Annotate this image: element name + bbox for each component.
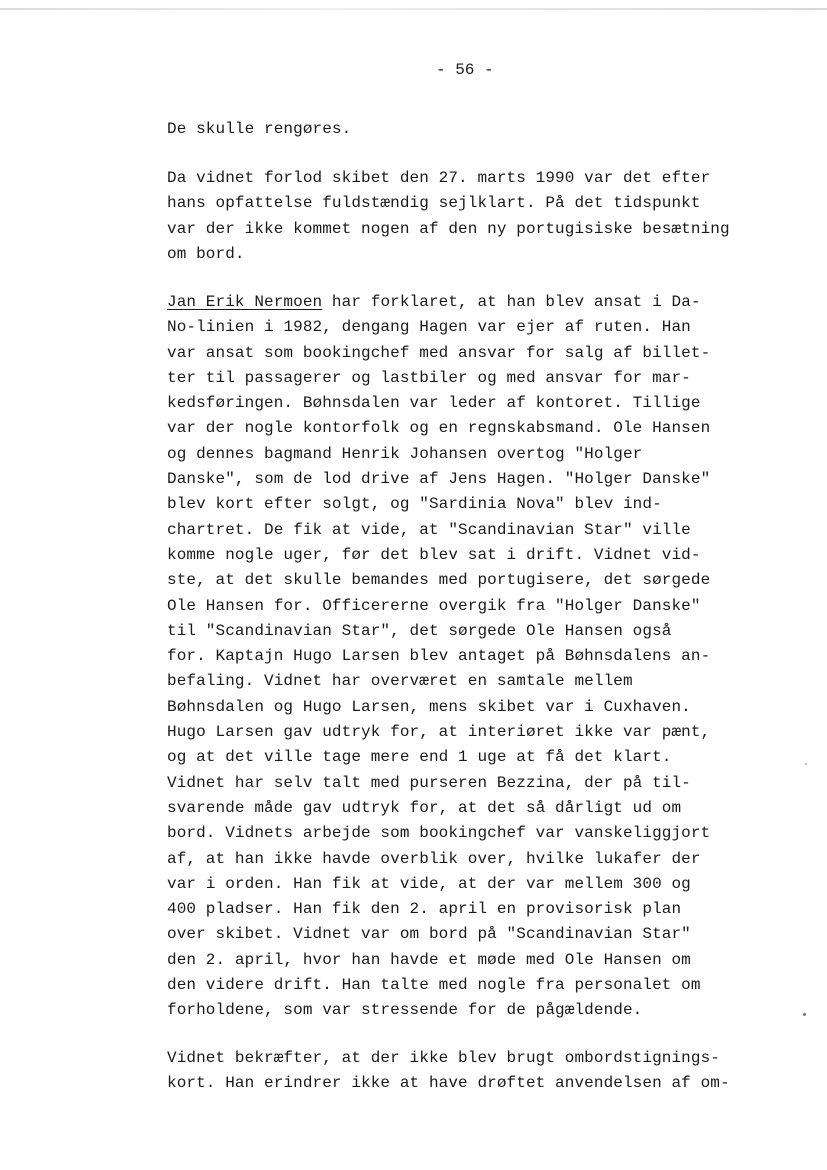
text-line: om bord.: [167, 244, 245, 263]
text-line: chartret. De fik at vide, at "Scandinavian Star" ville: [167, 520, 691, 539]
text-line: Hugo Larsen gav udtryk for, at interiøret ikke var pænt,: [167, 723, 711, 742]
text-line: Vidnet har selv talt med purseren Bezzina, der på til-: [167, 773, 691, 792]
text-line: 400 pladser. Han fik den 2. april en provisorisk plan: [167, 900, 682, 919]
text-line: og at det ville tage mere end 1 uge at få det klart.: [167, 748, 672, 767]
witness-name: Jan Erik Nermoen: [167, 293, 323, 311]
text-line: til "Scandinavian Star", det sørgede Ole Hansen også: [167, 621, 672, 640]
text-line: bord. Vidnets arbejde som bookingchef var vanskeliggjort: [167, 824, 711, 843]
text-line: var der nogle kontorfolk og en regnskabsmand. Ole Hansen: [167, 419, 711, 438]
text-line: kort. Han erindrer ikke at have drøftet anvendelsen af om-: [167, 1074, 730, 1093]
paragraph-1: [167, 117, 767, 142]
text-line: ste, at det skulle bemandes med portugisere, det sørgede: [167, 571, 711, 590]
text-line: og dennes bagmand Henrik Johansen overtog "Holger: [167, 444, 643, 463]
text-line: No-linien i 1982, dengang Hagen var ejer af ruten. Han: [167, 318, 691, 337]
paragraph-2: [167, 166, 767, 267]
text-line: kedsføringen. Bøhnsdalen var leder af kontoret. Tillige: [167, 394, 701, 413]
text-line: den videre drift. Han talte med nogle fra personalet om: [167, 976, 701, 995]
text-line: Bøhnsdalen og Hugo Larsen, mens skibet var i Cuxhaven.: [167, 697, 691, 716]
text-line: Vidnet bekræfter, at der ikke blev brugt ombordstignings-: [167, 1049, 720, 1067]
text-line: var ansat som bookingchef med ansvar for salg af billet-: [167, 343, 711, 362]
paragraph-3-witness-statement: [167, 290, 767, 1024]
paragraph-4: [167, 1046, 767, 1097]
text-line: for. Kaptajn Hugo Larsen blev antaget på Bøhnsdalens an-: [167, 647, 711, 666]
text-line: den 2. april, hvor han havde et møde med Ole Hansen om: [167, 950, 691, 969]
text-line: svarende måde gav udtryk for, at det så dårligt ud om: [167, 798, 682, 817]
text-line: forholdene, som var stressende for de pågældende.: [167, 1001, 643, 1020]
text-line: af, at han ikke havde overblik over, hvilke lukafer der: [167, 849, 701, 868]
text-line: var i orden. Han fik at vide, at der var mellem 300 og: [167, 874, 691, 893]
text-line: Danske", som de lod drive af Jens Hagen. "Holger Danske": [167, 470, 711, 489]
text-line: over skibet. Vidnet var om bord på "Scandinavian Star": [167, 925, 691, 944]
text-line: ter til passagerer og lastbiler og med ansvar for mar-: [167, 368, 691, 387]
scan-speck: [803, 1013, 806, 1016]
text-line: Ole Hansen for. Officererne overgik fra "Holger Danske": [167, 596, 701, 615]
text-line: var der ikke kommet nogen af den ny portugisiske besætning: [167, 219, 730, 238]
text-line: blev kort efter solgt, og "Sardinia Nova" blev ind-: [167, 495, 662, 514]
scan-speck: [805, 763, 807, 765]
text-line: hans opfattelse fuldstændig sejlklart. På det tidspunkt: [167, 194, 701, 213]
scan-edge-line: [0, 8, 827, 10]
text-line: De skulle rengøres.: [167, 120, 352, 138]
first-line-rest: har forklaret, at han blev ansat i Da-: [322, 293, 701, 311]
page-number: - 56 -: [436, 61, 494, 79]
text-line: komme nogle uger, før det blev sat i drift. Vidnet vid-: [167, 545, 701, 564]
text-line: befaling. Vidnet har overværet en samtale mellem: [167, 672, 633, 691]
text-line: Da vidnet forlod skibet den 27. marts 1990 var det efter: [167, 169, 711, 187]
text-line-first: [167, 290, 767, 315]
